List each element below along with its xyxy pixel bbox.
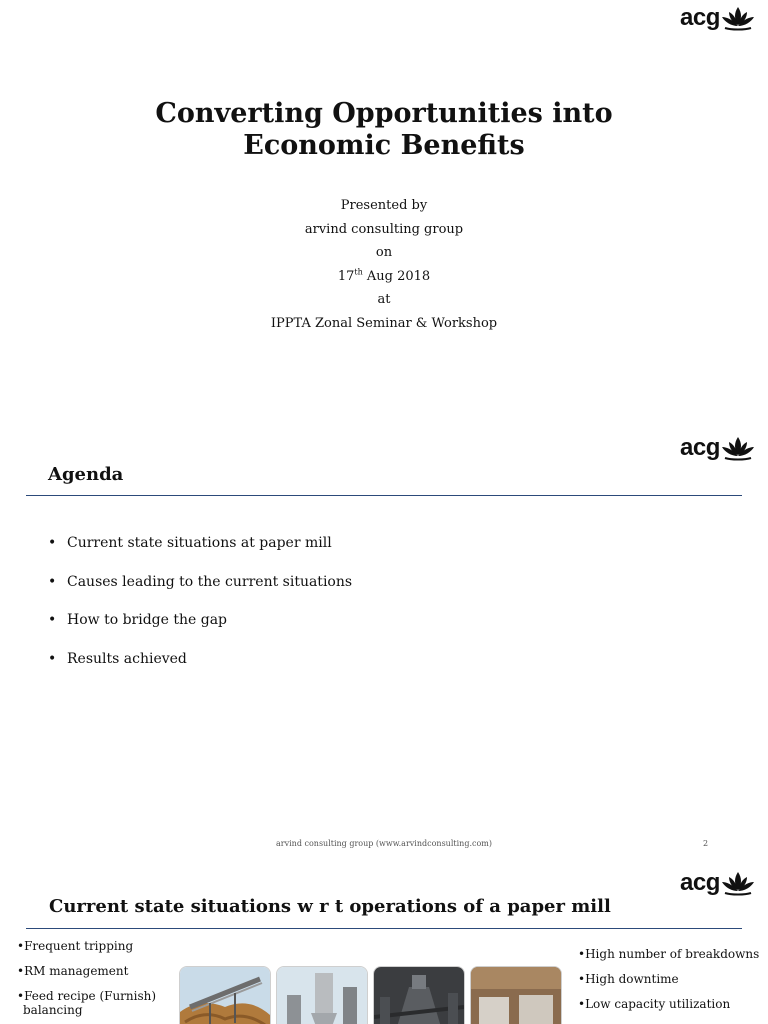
list-item: •Feed recipe (Furnish)	[17, 989, 157, 1003]
list-item	[48, 610, 352, 649]
presented-by-text: Presented by	[340, 198, 428, 213]
agenda-heading: Agenda	[48, 464, 124, 485]
current-state-slide	[0, 865, 768, 1024]
machinery-interior-photo	[373, 966, 465, 1024]
list-item	[48, 649, 352, 688]
logo-text: acg	[680, 434, 720, 461]
digester-tower-photo	[276, 966, 368, 1024]
heading-divider	[26, 928, 742, 929]
date-rest: Aug 2018	[362, 268, 431, 284]
slide-heading: Current state situations w r t operations of a paper mill	[49, 896, 611, 917]
list-item: •High downtime	[578, 972, 679, 986]
title-slide	[0, 0, 768, 420]
bullet-icon: •	[48, 573, 57, 590]
list-item: •Frequent tripping	[17, 939, 134, 953]
left-issue-list	[17, 939, 177, 1024]
list-item	[48, 572, 352, 611]
bullet-icon: •	[48, 535, 57, 551]
agenda-slide	[0, 420, 768, 865]
presentation-date	[0, 265, 768, 289]
bullet-icon: •	[48, 612, 57, 628]
acg-logo	[680, 4, 755, 32]
presenter-block	[0, 194, 768, 336]
list-item: •RM management	[17, 964, 129, 978]
event-name: IPPTA Zonal Seminar & Workshop	[270, 315, 498, 331]
page-number: 2	[703, 839, 709, 848]
agenda-item-text: Causes leading to the current situations	[67, 573, 353, 590]
slide-footer: arvind consulting group (www.arvindconsulting.com)	[276, 839, 492, 848]
agenda-list	[48, 533, 352, 687]
list-item	[48, 533, 352, 572]
right-issue-list	[578, 947, 766, 1022]
logo-text: acg	[680, 4, 720, 31]
logo-text: acg	[680, 869, 720, 896]
date-day: 17	[337, 268, 355, 284]
agenda-item-text: How to bridge the gap	[67, 612, 228, 628]
acg-logo	[680, 869, 755, 897]
lotus-icon	[721, 5, 755, 31]
list-item: •High number of breakdowns	[578, 947, 760, 961]
bullet-icon: •	[48, 650, 57, 667]
heading-divider	[26, 495, 742, 496]
at-text: at	[377, 292, 391, 308]
acg-logo	[680, 434, 755, 462]
title-line-2: Economic Benefits	[243, 130, 525, 161]
mill-floor-photo	[470, 966, 562, 1024]
lotus-icon	[721, 435, 755, 461]
presenter-name: arvind consulting group	[304, 221, 464, 237]
presentation-title	[0, 98, 768, 162]
lotus-icon	[721, 870, 755, 896]
date-suffix: th	[354, 267, 363, 277]
on-text: on	[375, 245, 393, 261]
wood-chips-conveyor-photo	[179, 966, 271, 1024]
title-line-1: Converting Opportunities into	[155, 98, 613, 129]
agenda-item-text: Current state situations at paper mill	[67, 535, 332, 551]
list-item-continuation: balancing	[23, 1003, 83, 1017]
agenda-item-text: Results achieved	[67, 650, 187, 667]
list-item: •Low capacity utilization	[578, 997, 731, 1011]
